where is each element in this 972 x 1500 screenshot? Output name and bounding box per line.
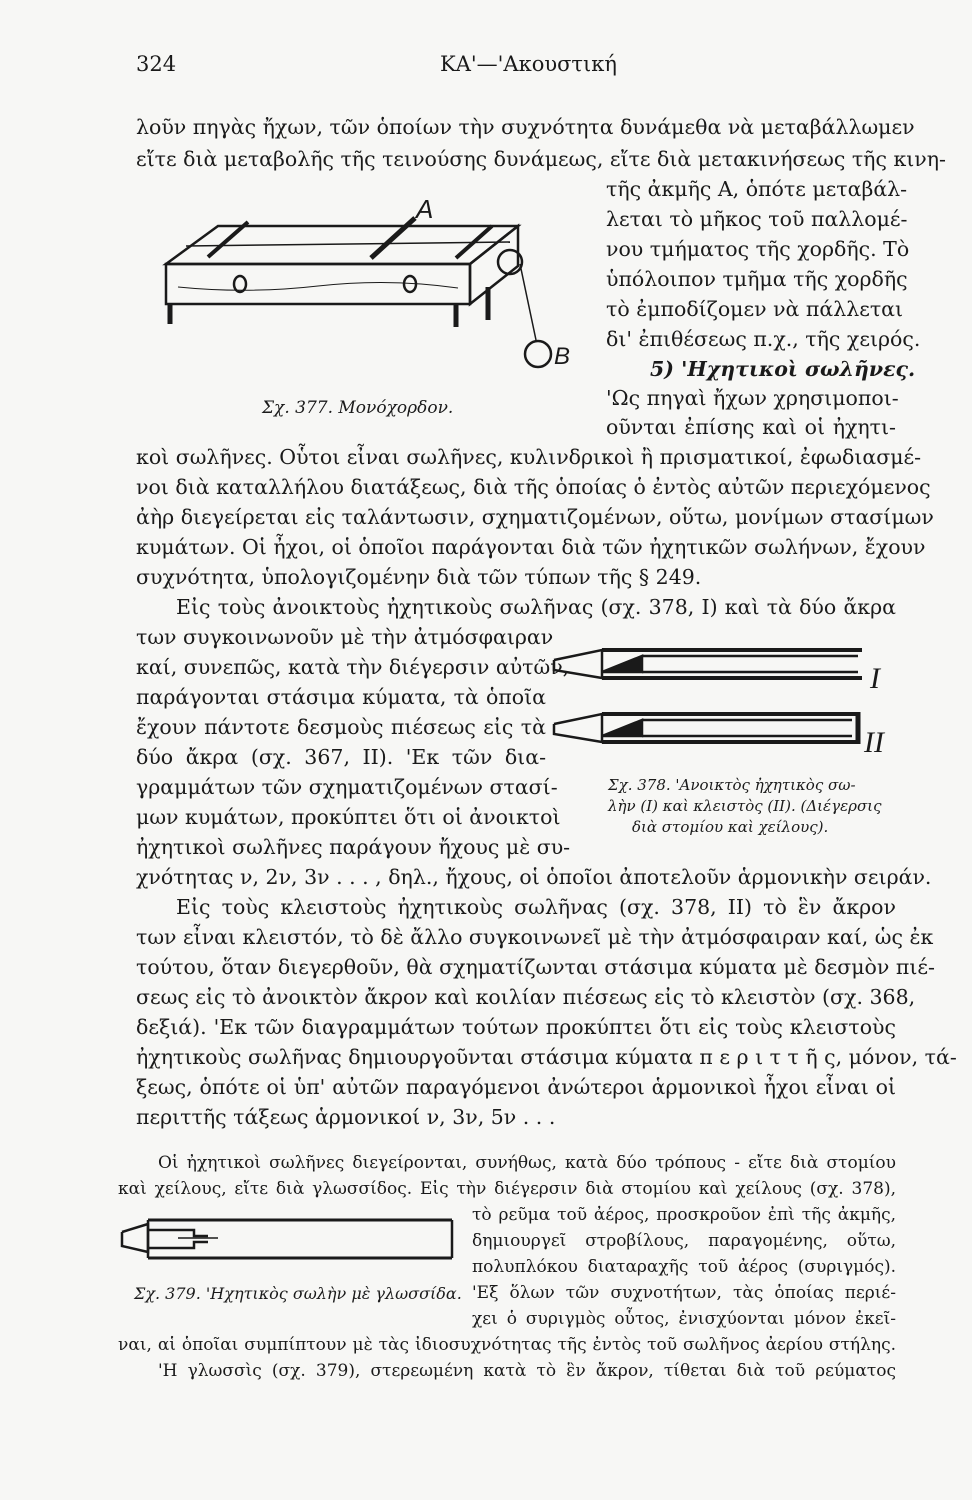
- small-text-line: Οἱ ἠχητικοὶ σωλῆνες διεγείρονται, συνήθως, κατὰ δύο τρόπους - εἴτε διὰ στομίου: [158, 1153, 896, 1173]
- text-line: 'Ως πηγαὶ ἤχων χρησιμοποι-: [606, 386, 899, 410]
- label-b: Β: [554, 343, 571, 370]
- text-line: δι' ἐπιθέσεως π.χ., τῆς χειρός.: [606, 327, 921, 351]
- text-line: γραμμάτων τῶν σχηματιζομένων στασί-: [136, 775, 558, 799]
- text-line: σεως εἰς τὸ ἀνοικτὸν ἄκρον καὶ κοιλίαν πιέσεως εἰς τὸ κλειστὸν (σχ. 368,: [136, 985, 916, 1009]
- text-line: εἴτε διὰ μεταβολῆς τῆς τεινούσης δυνάμεως, εἴτε διὰ μετακινήσεως τῆς κινη-: [136, 147, 946, 171]
- text-line: των εἶναι κλειστόν, τὸ δὲ ἄλλο συγκοινωνεῖ μὲ τὴν ἀτμόσφαιραν καί, ὡς ἐκ: [136, 925, 934, 949]
- figure-caption-378: λὴν (Ι) καὶ κλειστὸς (ΙΙ). (Διέγερσις: [608, 797, 882, 815]
- closed-pipe: [554, 712, 858, 744]
- running-title: ΚΑ'—'Ακουστική: [440, 52, 617, 76]
- text-line: ἠχητικοὺς σωλῆνας δημιουργοῦνται στάσιμα κύματα π ε ρ ι τ τ ῆ ς, μόνον, τά-: [136, 1045, 957, 1069]
- small-text-line: 'Η γλωσσὶς (σχ. 379), στερεωμένη κατὰ τὸ ἓν ἄκρον, τίθεται διὰ τοῦ ρεύματος: [158, 1361, 896, 1381]
- text-line: συχνότητα, ὑπολογιζομένην διὰ τῶν τύπων τῆς § 249.: [136, 565, 702, 589]
- reed-pipe-figure: [118, 1212, 458, 1272]
- text-line: οῦνται ἐπίσης καὶ οἱ ἠχητι-: [606, 415, 896, 439]
- text-line: ἔχουν πάντοτε δεσμοὺς πιέσεως εἰς τὰ: [136, 715, 546, 739]
- weight-cord: [520, 264, 536, 340]
- text-line: κυμάτων. Οἱ ἦχοι, οἱ ὁποῖοι παράγονται διὰ τῶν ἠχητικῶν σωλήνων, ἔχουν: [136, 535, 926, 559]
- label-open-pipe: Ι: [870, 662, 880, 695]
- text-line: των συγκοινωνοῦν μὲ τὴν ἀτμόσφαιραν: [136, 625, 554, 649]
- text-line: ξεως, ὁπότε οἱ ὑπ' αὐτῶν παραγόμενοι ἀνώτεροι ἁρμονικοὶ ἦχοι εἶναι οἱ: [136, 1075, 896, 1099]
- label-a: Α: [416, 194, 434, 224]
- text-line: περιττῆς τάξεως ἁρμονικοί ν, 3ν, 5ν . . .: [136, 1105, 556, 1129]
- text-line: τούτου, ὅταν διεγερθοῦν, θὰ σχηματίζωνται στάσιμα κύματα μὲ δεσμὸν πιέ-: [136, 955, 935, 979]
- text-line: καί, συνεπῶς, κατὰ τὴν διέγερσιν αὐτῶν,: [136, 655, 570, 679]
- monochord-string: [186, 242, 510, 246]
- figure-caption-378: Σχ. 378. 'Ανοικτὸς ἠχητικὸς σω-: [608, 776, 856, 794]
- text-line: παράγονται στάσιμα κύματα, τὰ ὁποῖα: [136, 685, 546, 709]
- text-line: δύο ἄκρα (σχ. 367, ΙΙ). 'Εκ τῶν δια-: [136, 745, 546, 769]
- text-line: μων κυμάτων, προκύπτει ὅτι οἱ ἀνοικτοὶ: [136, 805, 561, 829]
- text-line: ὑπόλοιπον τμῆμα τῆς χορδῆς: [606, 267, 908, 291]
- label-closed-pipe: ΙΙ: [864, 726, 884, 759]
- figure-caption-379: Σχ. 379. 'Ηχητικὸς σωλὴν μὲ γλωσσίδα.: [134, 1284, 462, 1303]
- small-text-line: δημιουργεῖ στροβίλους, παραγομένης, οὕτω,: [472, 1231, 896, 1251]
- text-line: ἀὴρ διεγείρεται εἰς ταλάντωσιν, σχηματιζομένων, οὕτω, μονίμων στασίμων: [136, 505, 934, 529]
- small-text-line: ναι, αἱ ὁποῖαι συμπίπτουν μὲ τὰς ἰδιοσυχνότητας τῆς ἐντὸς τοῦ σωλῆνος ἀερίου στήλης.: [118, 1335, 896, 1355]
- text-line: χνότητας ν, 2ν, 3ν . . . , δηλ., ἤχους, οἱ ὁποῖοι ἀποτελοῦν ἁρμονικὴν σειράν.: [136, 865, 932, 889]
- soundhole: [234, 276, 246, 292]
- text-line: νου τμήματος τῆς χορδῆς. Τὸ: [606, 237, 910, 261]
- small-text-line: καὶ χείλους, εἴτε διὰ γλωσσίδος. Εἰς τὴν διέγερσιν διὰ στομίου καὶ χείλους (σχ. 378),: [118, 1179, 896, 1199]
- text-line: νοι διὰ καταλλήλου διατάξεως, διὰ τῆς ὁποίας ὁ ἐντὸς αὐτῶν περιεχόμενος: [136, 475, 931, 499]
- text-line: λεται τὸ μῆκος τοῦ παλλομέ-: [606, 207, 908, 231]
- small-text-line: χει ὁ συριγμὸς οὗτος, ἐνισχύονται μόνον ἐκεῖ-: [472, 1309, 896, 1329]
- page-number: 324: [136, 52, 177, 76]
- small-text-line: 'Εξ ὅλων τῶν συχνοτήτων, τὰς ὁποίας περιέ-: [472, 1283, 896, 1303]
- small-text-line: τὸ ρεῦμα τοῦ ἀέρος, προσκροῦον ἐπὶ τῆς ἀκμῆς,: [472, 1205, 896, 1225]
- text-line: τὸ ἐμποδίζομεν νὰ πάλλεται: [606, 297, 904, 321]
- text-line: ἠχητικοὶ σωλῆνες παράγουν ἤχους μὲ συ-: [136, 835, 571, 859]
- text-line: λοῦν πηγὰς ἤχων, τῶν ὁποίων τὴν συχνότητα δυνάμεθα νὰ μεταβάλλωμεν: [136, 115, 915, 139]
- weight-b: [525, 341, 551, 367]
- text-line: Εἰς τοὺς ἀνοικτοὺς ἠχητικοὺς σωλῆνας (σχ. 378, Ι) καὶ τὰ δύο ἄκρα: [176, 595, 896, 619]
- text-line: κοὶ σωλῆνες. Οὗτοι εἶναι σωλῆνες, κυλινδρικοὶ ἢ πρισματικοί, ἐφωδιασμέ-: [136, 445, 922, 469]
- text-line: Εἰς τοὺς κλειστοὺς ἠχητικοὺς σωλῆνας (σχ. 378, ΙΙ) τὸ ἓν ἄκρον: [176, 895, 896, 919]
- pipes-figure: [552, 642, 892, 762]
- section-heading: 5) 'Ηχητικοὶ σωλῆνες.: [650, 357, 916, 381]
- figure-caption-377: Σχ. 377. Μονόχορδον.: [262, 398, 454, 418]
- monochord-figure: [158, 192, 571, 382]
- text-line: δεξιά). 'Εκ τῶν διαγραμμάτων τούτων προκύπτει ὅτι εἰς τοὺς κλειστοὺς: [136, 1015, 896, 1039]
- figure-caption-378: διὰ στομίου καὶ χείλους).: [632, 818, 829, 836]
- open-pipe: [554, 650, 862, 678]
- small-text-line: πολυπλόκου διαταραχῆς τοῦ ἀέρος (συριγμός).: [472, 1257, 896, 1277]
- movable-bridge-a: [371, 218, 415, 258]
- text-line: τῆς ἀκμῆς Α, ὁπότε μεταβάλ-: [606, 177, 908, 201]
